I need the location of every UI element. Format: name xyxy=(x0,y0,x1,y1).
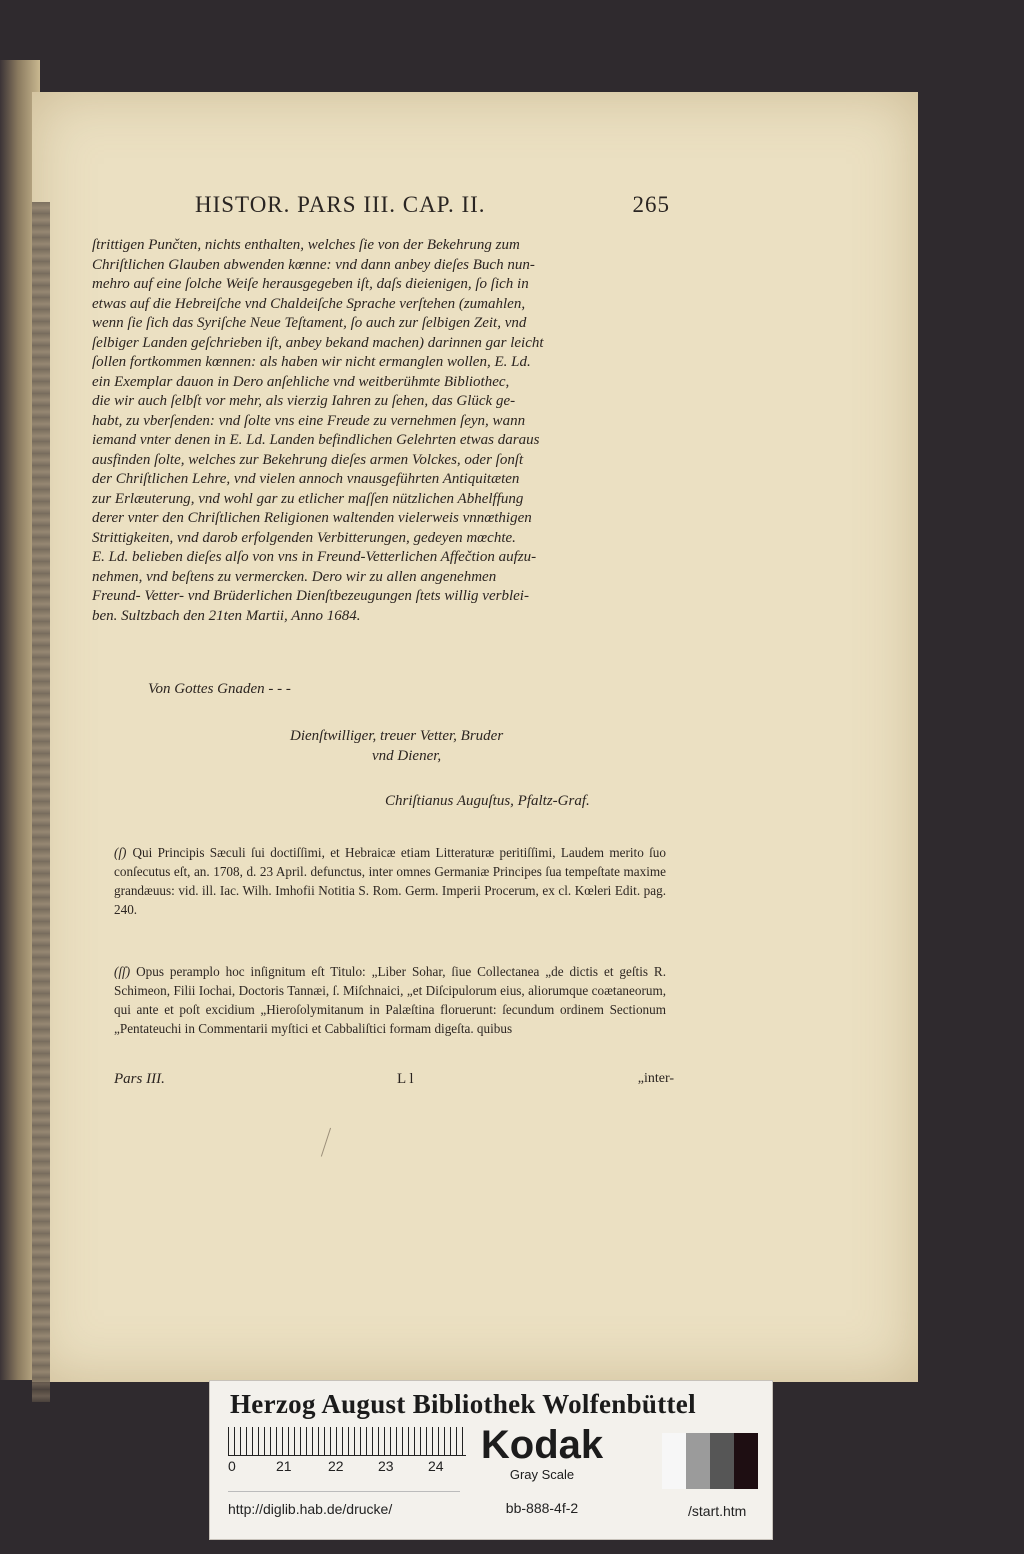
gray-scale-label: Gray Scale xyxy=(509,1467,575,1482)
gray-patch xyxy=(686,1433,710,1489)
letter-paragraph xyxy=(92,236,672,626)
ruler-label: 22 xyxy=(328,1458,344,1474)
text-line: Freund- Vetter- vnd Brüderlichen Dienſtbezeugungen ſtets willig verblei- xyxy=(92,588,529,604)
text-line: iemand vnter denen in E. Ld. Landen befindlichen Gelehrten etwas daraus xyxy=(92,432,540,448)
gray-patch xyxy=(662,1433,686,1489)
closing-salutation: Von Gottes Gnaden - - - xyxy=(148,681,291,697)
catchword: „inter- xyxy=(637,1071,674,1086)
footnote-2-text: Opus peramplo hoc inſignitum eſt Titulo: „Liber Sohar, ſiue Collectanea „de dictis et geſtis R. Schimeon, Filii Iochai, Doctoris Tannæi, ſ. Miſchnaici, „et Diſcipulorum eius, aliorumque coætaneorum, qui ante et poſt excidium „Hieroſolymitanum in Palæſtina floruerunt: ſecundum ordinem Sectionum „Pentateuchi in Commentarii myſtici et Cabbaliſtici formam digeſta. quibus xyxy=(114,964,666,1036)
running-title: HISTOR. PARS III. CAP. II. xyxy=(195,192,486,217)
start-page-label: /start.htm xyxy=(688,1503,747,1519)
ruler-labels xyxy=(228,1458,473,1476)
text-line: nehmen, vnd beſtens zu vermercken. Dero wir zu allen angenehmen xyxy=(92,568,497,585)
kodak-block xyxy=(472,1423,612,1482)
letter-body xyxy=(92,236,672,626)
shelfmark-id: bb-888-4f-2 xyxy=(505,1500,579,1516)
text-line: ſollen fortkommen kœnnen: als haben wir nicht ermanglen wollen, E. Ld. xyxy=(92,354,531,370)
ruler-label: 0 xyxy=(228,1458,236,1474)
text-line: Chriſtlichen Glauben abwenden kœnne: vnd dann anbey dieſes Buch nun- xyxy=(92,256,535,273)
text-line: ben. Sultzbach den 21ten Martii, Anno 1684. xyxy=(92,607,361,624)
ruler-scale xyxy=(228,1427,466,1456)
footnote-1 xyxy=(114,843,666,919)
text-line: E. Ld. belieben dieſes alſo von vns in Freund-Vetterlichen Affečtion aufzu- xyxy=(92,549,537,565)
ruler-label: 21 xyxy=(276,1458,292,1474)
text-line: der Chriſtlichen Lehre, vnd vielen annoch vnausgeführten Antiquitæten xyxy=(92,471,520,487)
gray-scale-patches xyxy=(662,1433,758,1489)
text-line: etwas auf die Hebreiſche vnd Chaldeiſche Sprache verſtehen (zumahlen, xyxy=(92,295,526,312)
page-leaf-edge xyxy=(32,202,50,1402)
gray-patch xyxy=(734,1433,758,1489)
text-line: derer vnter den Chriſtlichen Religionen waltenden vielerweis vnnœthigen xyxy=(92,510,532,526)
signature-part: Pars III. xyxy=(114,1071,165,1087)
signature-mark: L l xyxy=(397,1071,414,1087)
library-name: Herzog August Bibliothek Wolfenbüttel xyxy=(230,1389,696,1419)
page-number: 265 xyxy=(632,192,670,217)
gray-patch xyxy=(710,1433,734,1489)
color-target-card xyxy=(209,1380,773,1540)
closing-line-1: Dienſtwilliger, treuer Vetter, Bruder xyxy=(290,728,504,744)
text-line: habt, zu vberſenden: vnd ſolte vns eine Freude zu vernehmen ſeyn, wann xyxy=(92,412,526,429)
closing-signature: Chriſtianus Auguſtus, Pfaltz-Graf. xyxy=(385,793,590,809)
signature-line xyxy=(114,1071,674,1093)
footnote-2 xyxy=(114,962,666,1038)
running-head xyxy=(150,192,670,228)
text-line: mehro auf eine ſolche Weiſe herausgegeben iſt, daſs dieienigen, ſo ſich in xyxy=(92,276,529,292)
footnote-2-mark: (ſſ) xyxy=(114,964,131,979)
footnote-1-text: Qui Principis Sæculi ſui doctiſſimi, et Hebraicæ etiam Litteraturæ peritiſſimi, Laudem merito ſuo conſecutus eſt, an. 1708, d. 23 April. defunctus, inter omnes Germaniæ Principes ſua tempeſtate maxime grandæuus: vid. ill. Iac. Wilh. Imhofii Notitia S. Rom. Germ. Imperii Procerum, ex cl. Kœleri Edit. pag. 240. xyxy=(114,845,666,917)
text-line: ausfinden ſolte, welches zur Bekehrung dieſes armen Volckes, oder ſonſt xyxy=(92,451,524,468)
ruler-label: 23 xyxy=(378,1458,394,1474)
text-line: Strittigkeiten, vnd darob erfolgenden Verbitterungen, gedeyen mœchte. xyxy=(92,529,516,546)
text-line: ſelbiger Landen geſchrieben iſt, anbey bekand machen) darinnen gar leicht xyxy=(92,334,544,351)
text-line: zur Erlæuterung, vnd wohl gar zu etlicher maſſen nützlichen Abhelffung xyxy=(92,490,524,507)
text-line: wenn ſie ſich das Syriſche Neue Teſtament, ſo auch zur ſelbigen Zeit, vnd xyxy=(92,315,527,331)
footnote-1-mark: (ſ) xyxy=(114,845,127,860)
kodak-logo: Kodak xyxy=(480,1423,604,1467)
text-line: ſtrittigen Punčten, nichts enthalten, welches ſie von der Bekehrung zum xyxy=(92,237,520,253)
text-line: die wir auch ſelbſt vor mehr, als vierzig Iahren zu ſehen, das Glück ge- xyxy=(92,393,516,409)
source-url: http://diglib.hab.de/drucke/ xyxy=(228,1491,460,1526)
ruler-label: 24 xyxy=(428,1458,444,1474)
closing-line-2: vnd Diener, xyxy=(372,748,442,764)
text-line: ein Exemplar dauon in Dero anſehliche vnd weitberühmte Bibliothec, xyxy=(92,373,510,390)
